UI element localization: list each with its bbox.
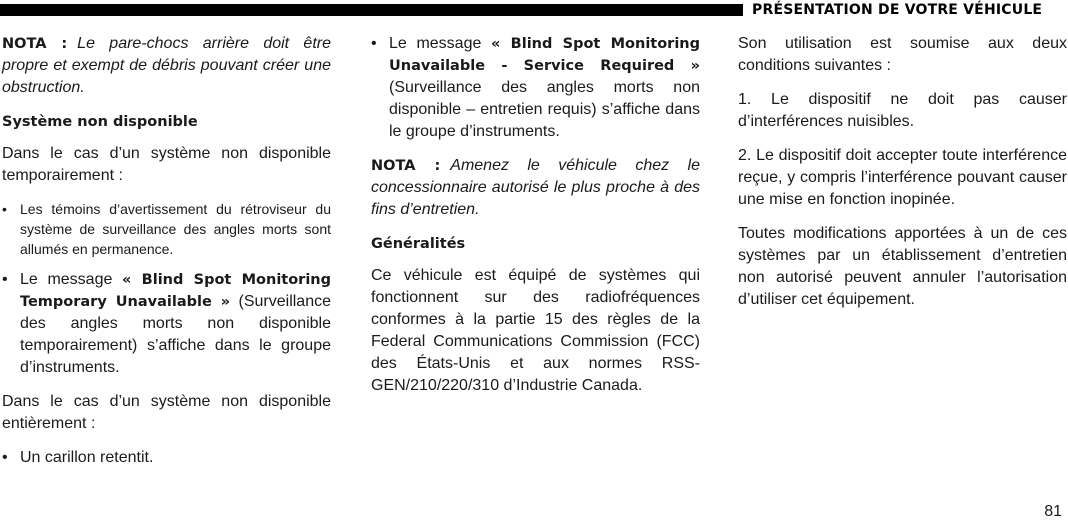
list-item [371, 33, 700, 143]
bullet-icon: • [371, 35, 377, 52]
section-heading: Système non disponible [2, 114, 198, 130]
bullet-icon: • [2, 449, 8, 466]
list-item-text: Un carillon retentit. [20, 449, 154, 466]
note-label: NOTA : [2, 36, 68, 52]
column-1 [2, 33, 331, 481]
message-name: « Blind Spot Monitoring Unavailable - Service Required » [389, 36, 701, 74]
list-item [2, 199, 331, 259]
list-item [2, 269, 331, 379]
section-title: PRÉSENTATION DE VOTRE VÉHICULE [752, 2, 1043, 18]
bullet-list [371, 33, 700, 143]
list-item-suffix: (Surveillance des angles morts non disponible – entretien requis) s’affiche dans le groupe d’instruments. [389, 79, 700, 140]
note-label: NOTA : [371, 158, 441, 174]
list-item [2, 447, 331, 469]
note-text: Le pare-chocs arrière doit être propre et exempt de débris pouvant créer une obstruction. [2, 35, 331, 96]
section-heading: Généralités [371, 236, 466, 252]
body-paragraph: Ce véhicule est équipé de systèmes qui fonctionnent sur des radiofréquences conformes à la partie 15 des règles de la Federal Communications Commission (FCC) des États-Unis et aux normes RSS-GEN/210/220/310 d’Industrie Canada. [371, 267, 700, 394]
note-paragraph [371, 155, 700, 221]
body-paragraph: Son utilisation est soumise aux deux conditions suivantes : [738, 35, 1067, 74]
message-name: « Blind Spot Monitoring Temporary Unavailable » [20, 272, 332, 310]
body-paragraph: Toutes modifications apportées à un de ces systèmes par un établissement d’entretien non autorisé peuvent annuler l’autorisation d’utiliser cet équipement. [738, 225, 1067, 308]
note-paragraph [2, 33, 331, 99]
header-rule [0, 4, 743, 16]
list-item-prefix: Le message [20, 271, 123, 288]
bullet-icon: • [2, 201, 7, 217]
list-item-prefix: Le message [389, 35, 492, 52]
list-item-suffix: (Surveillance des angles morts non disponible temporairement) s’affiche dans le groupe d’instruments. [20, 293, 331, 376]
bullet-list [2, 199, 331, 379]
body-paragraph: Dans le cas d’un système non disponible entièrement : [2, 393, 331, 432]
column-3 [738, 33, 1067, 323]
bullet-list [2, 447, 331, 469]
page-number: 81 [1044, 503, 1062, 520]
list-item-text: Les témoins d’avertissement du rétroviseur du système de surveillance des angles morts sont allumés en permanence. [20, 201, 331, 257]
body-paragraph: 1. Le dispositif ne doit pas causer d’interférences nuisibles. [738, 91, 1067, 130]
bullet-icon: • [2, 271, 8, 288]
body-paragraph: 2. Le dispositif doit accepter toute interférence reçue, y compris l’interférence pouvant causer une mise en fonction inopinée. [738, 147, 1067, 208]
note-text: Amenez le véhicule chez le concessionnaire autorisé le plus proche à des fins d’entretien. [371, 157, 700, 218]
body-paragraph: Dans le cas d’un système non disponible temporairement : [2, 145, 331, 184]
column-2 [371, 33, 700, 409]
